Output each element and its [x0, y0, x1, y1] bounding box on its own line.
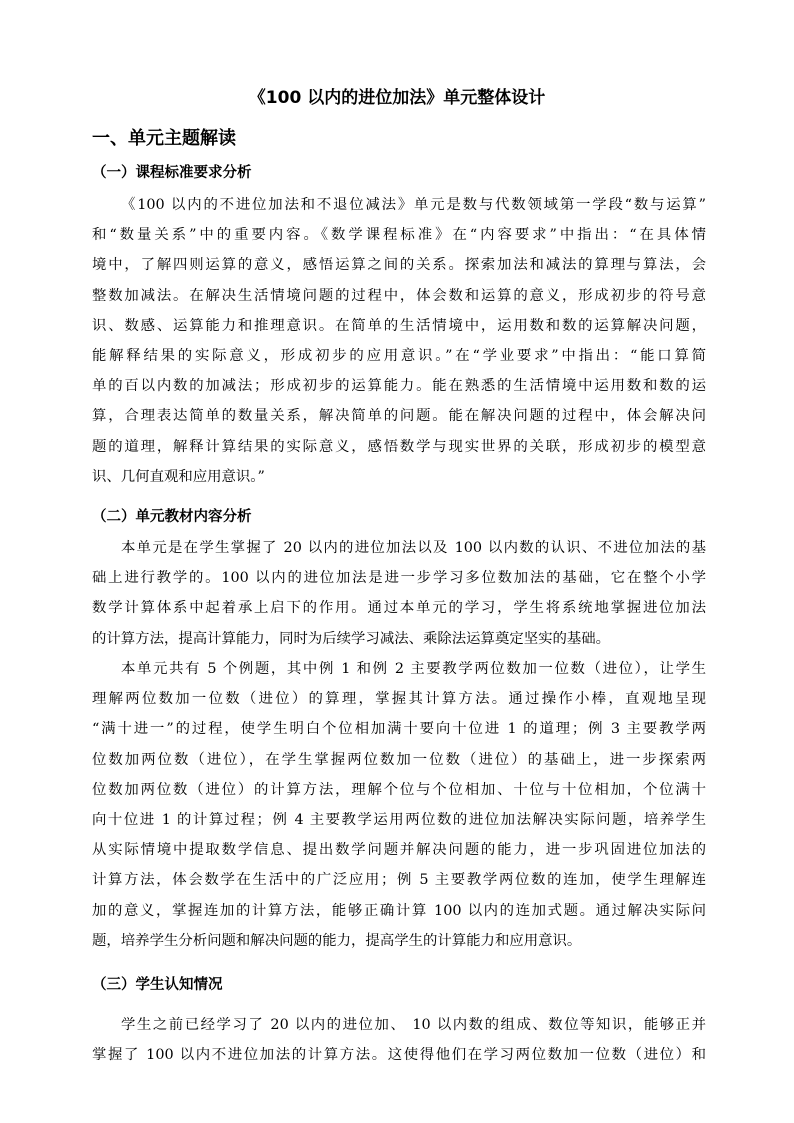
- text-line: 识、数感、运算能力和推理意识。在简单的生活情境中，运用数和数的运算解决问题，: [92, 317, 706, 334]
- paragraph-student-cognition: [92, 1010, 706, 1070]
- paragraph-examples: [92, 654, 706, 956]
- text-line: 境中，了解四则运算的意义，感悟运算之间的关系。探索加法和减法的算理与算法，会: [92, 257, 706, 274]
- text-line: 理解两位数加一位数（进位）的算理，掌握其计算方法。通过操作小棒，直观地呈现: [92, 691, 706, 708]
- subsection-heading-1: （一）课程标准要求分析: [92, 165, 252, 181]
- text-line: 和“数量关系”中的重要内容。《数学课程标准》在“内容要求”中指出：“在具体情: [92, 227, 706, 244]
- subsection-heading-3: （三）学生认知情况: [92, 977, 223, 993]
- text-line: 从实际情境中提取数学信息、提出数学问题并解决问题的能力，进一步巩固进位加法的: [92, 842, 706, 859]
- text-line: 单的百以内数的加减法；形成初步的运算能力。能在熟悉的生活情境中运用数和数的运: [92, 378, 706, 395]
- document-title: 《100 以内的进位加法》单元整体设计: [248, 88, 546, 108]
- text-line: 识、几何直观和应用意识。”: [92, 468, 265, 485]
- text-line: 《100 以内的不进位加法和不退位减法》单元是数与代数领域第一学段“数与运算”: [121, 197, 706, 213]
- text-line: 位数加两位数（进位）的计算方法，理解个位与个位相加、十位与十位相加，个位满十: [92, 781, 706, 798]
- text-line: 题的道理，解释计算结果的实际意义，感悟数学与现实世界的关联，形成初步的模型意: [92, 438, 706, 455]
- paragraph-textbook-content: [92, 533, 706, 654]
- text-line: 本单元共有 5 个例题，其中例 1 和例 2 主要教学两位数加一位数（进位），让学生: [121, 661, 706, 677]
- text-line: 础上进行教学的。100 以内的进位加法是进一步学习多位数加法的基础，它在整个小学: [92, 570, 706, 587]
- text-line: 数学计算体系中起着承上启下的作用。通过本单元的学习，学生将系统地掌握进位加法: [92, 600, 706, 617]
- subsection-heading-2: （二）单元教材内容分析: [92, 509, 252, 525]
- text-line: 整数加减法。在解决生活情境问题的过程中，体会数和运算的意义，形成初步的符号意: [92, 287, 706, 304]
- section-heading-1: 一、单元主题解读: [92, 128, 236, 149]
- text-line: 计算方法，体会数学在生活中的广泛应用；例 5 主要教学两位数的连加，使学生理解连: [92, 872, 706, 889]
- text-line: 学生之前已经学习了 20 以内的进位加、 10 以内数的组成、数位等知识，能够正并: [121, 1017, 706, 1033]
- text-line: 掌握了 100 以内不进位加法的计算方法。这使得他们在学习两位数加一位数（进位）和: [92, 1047, 706, 1064]
- text-line: 加的意义，掌握连加的计算方法，能够正确计算 100 以内的连加式题。通过解决实际问: [92, 902, 706, 919]
- paragraph-curriculum-standards: [92, 190, 706, 492]
- text-line: 题，培养学生分析问题和解决问题的能力，提高学生的计算能力和应用意识。: [92, 932, 582, 949]
- text-line: 位数加两位数（进位），在学生掌握两位数加一位数（进位）的基础上，进一步探索两: [92, 751, 706, 768]
- text-line: 向十位进 1 的计算过程；例 4 主要教学运用两位数的进位加法解决实际问题，培养学生: [92, 811, 706, 828]
- text-line: 能解释结果的实际意义，形成初步的应用意识。”在“学业要求”中指出：“能口算简: [92, 347, 706, 364]
- text-line: 算，合理表达简单的数量关系，解决简单的问题。能在解决问题的过程中，体会解决问: [92, 408, 706, 425]
- text-line: “满十进一”的过程，使学生明白个位相加满十要向十位进 1 的道理；例 3 主要教学两: [92, 721, 706, 738]
- text-line: 的计算方法，提高计算能力，同时为后续学习减法、乘除法运算奠定坚实的基础。: [92, 630, 611, 647]
- text-line: 本单元是在学生掌握了 20 以内的进位加法以及 100 以内数的认识、不进位加法的基: [121, 540, 706, 556]
